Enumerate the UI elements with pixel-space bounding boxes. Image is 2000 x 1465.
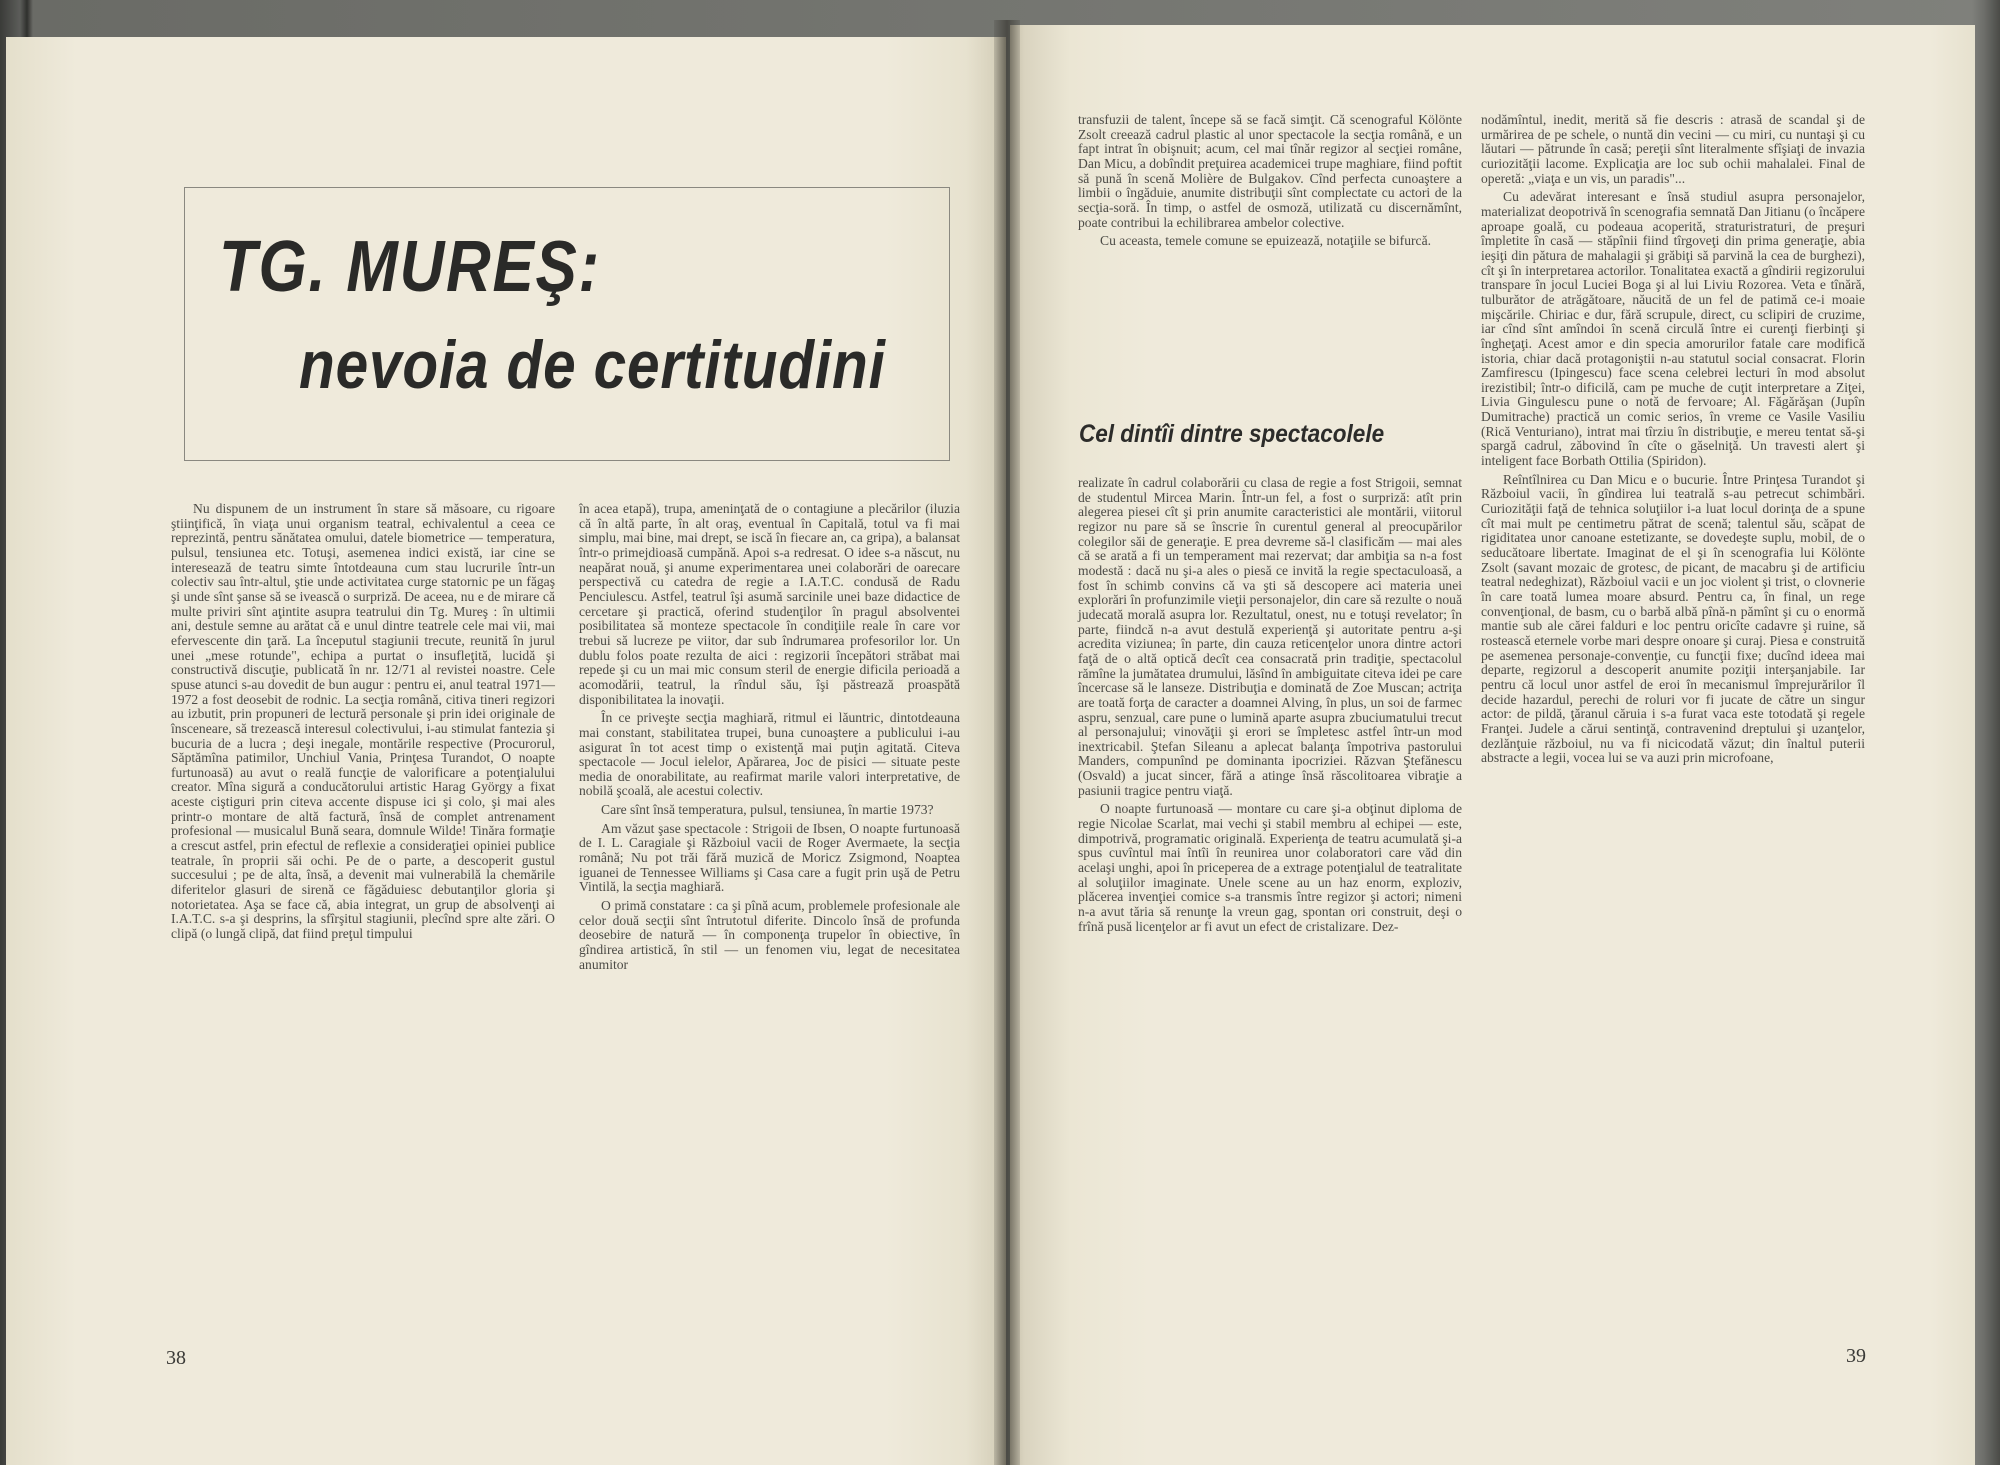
paragraph: nodămîntul, inedit, merită să fie descris : atrasă de scandal şi de urmărirea de pe schele, o nuntă din vecini — cu miri, cu nuntaşi şi cu lăutari — pătrunde în casă; pereţii sînt literalmente sfîşiaţi de invazia curiozităţii lacome. Explicaţia are loc sub ochii mahalalei. Final de operetă: „viaţa e un vis, un paradis"... bbox=[1481, 112, 1865, 186]
page-number-left: 38 bbox=[166, 1347, 186, 1369]
paragraph: O primă constatare : ca şi pînă acum, problemele profesionale ale celor două secţii sînt întrutotul diferite. Dincolo însă de profunda deosebire de natură — în componenţa trupelor în obiective, în gîndirea artistică, în stil — un fenomen viu, legat de necesitatea anumitor bbox=[579, 898, 960, 972]
paragraph: În ce priveşte secţia maghiară, ritmul ei lăuntric, dintotdeauna mai constant, stabilitatea trupei, buna cunoaştere a publicului i-au asigurat în tot acest timp o existenţă mai puţin agitată. Citeva spectacole — Jocul ielelor, Apărarea, Joc de pisici — situate peste media de onorabilitate, au reafirmat marile valori interpretative, de nobilă şcoală, ale acestui colectiv. bbox=[579, 710, 960, 799]
page-number-right: 39 bbox=[1846, 1345, 1866, 1367]
left-page bbox=[6, 37, 1006, 1465]
paragraph: Nu dispunem de un instrument în stare să măsoare, cu rigoare ştiinţifică, în viaţa unui organism teatral, echivalentul a ceea ce reprezintă, pentru sănătatea omului, datele biometrice — temperatura, pulsul, tensiunea etc. Totuşi, asemenea indici există, iar cine se interesează de teatru simte întotdeauna cum stau lucrurile într-un colectiv sau într-altul, ştie unde activitatea curge statornic pe un făgaş şi unde sînt şanse să se ivească o surpriză. De aceea, nu e de mirare că multe priviri sînt aţintite asupra teatrului din Tg. Mureş : în ultimii ani, destule semne au arătat că e unul dintre teatrele cele mai vii, mai efervescente din ţară. La începutul stagiunii trecute, reunită în jurul unei „mese rotunde", echipa a purtat o insufleţită, lucidă şi constructivă discuţie, publicată în nr. 12/71 al revistei noastre. Cele spuse atunci s-au dovedit de bun augur : pentru ei, anul teatral 1971—1972 a fost deosebit de rodnic. La secţia română, citiva tineri regizori au izbutit, prin propuneri de lectură personale şi prin idei originale de însceneare, să trezească interesul colectivului, i-au stimulat fantezia şi bucuria de a lucra ; deşi inegale, montările respective (Procurorul, Săptămîna patimilor, Unchiul Vania, Prinţesa Turandot, O noapte furtunoasă) au avut o reală funcţie de valorificare a potenţialului creator. Mîna sigură a conducătorului artistic Harag György a fixat aceste ciştiguri prin citeva accente dispuse ici şi colo, şi mai ales printr-o montare de altă factură, însă de complet antrenament profesional — musicalul Bună seara, domnule Wilde! Tinăra formaţie a crescut astfel, prin efectul de reflexie a consideraţiei opiniei publice teatrale, în proprii săi ochi. Pe de o parte, a descoperit gustul succesului ; pe de alta, însă, a devenit mai vulnerabilă la chemările diferitelor glasuri de sirenă ce făgăduiesc debutanţilor gloria şi notorietatea. Aşa se face că, abia integrat, un grup de absolvenţi ai I.A.T.C. s-a şi desprins, la sfîrşitul stagiunii, plecînd spre alte zări. O clipă (o lungă clipă, dat fiind preţul timpului bbox=[171, 501, 555, 942]
left-column-1 bbox=[171, 502, 555, 942]
section-heading: Cel dintîi dintre spectacolele bbox=[1079, 420, 1385, 448]
article-title: TG. MUREŞ: bbox=[219, 227, 601, 307]
paragraph: Reîntîlnirea cu Dan Micu e o bucurie. Între Prinţesa Turandot şi Războiul vacii, în gîndirea lui teatrală s-au petrecut schimbări. Curiozităţii faţă de tehnica soluţiilor i-a luat locul dorinţa de a spune cît mai mult pe centimetru pătrat de scenă; talentul său, scăpat de rigiditatea unor canoane estetizante, se dovedeşte suplu, mobil, de o seducătoare libertate. Imaginat de el şi în scenografia lui Kölönte Zsolt (savant mozaic de grotesc, de picant, de macabru şi de artificiu teatral nedeghizat), Războiul vacii e un joc violent şi trist, o clovnerie în care toată lumea moare absurd. Pentru ca, în final, un rege convenţional, de basm, cu o barbă albă pînă-n pămînt şi cu o enormă mantie sub ale cărei falduri e loc pentru oricîte cadavre şi ruine, să rostească eternele vorbe mari despre onoare şi curaj. Piesa e construită pe asemenea personaje-convenţie, cu funcţii fixe; ducînd ideea mai departe, regizorul a descoperit anumite poziţii interşanjabile. Iar pentru că locul unor astfel de eroi în mecanismul împrejurărilor îl decide hazardul, perechi de roluri vor fi jucate de către un singur actor: de pildă, ţăranul căruia i s-a furat vaca este totodată şi regele Franţei. Judele a cărui sentinţă, contravenind dreptului şi uzanţelor, dezlănţuie războiul, nu va fi nicicodată văzut; din înaltul puterii abstracte a legii, vocea lui se va auzi prin microfoane, bbox=[1481, 471, 1865, 766]
right-column-1 bbox=[1078, 113, 1462, 249]
paragraph: transfuzii de talent, începe să se facă simţit. Că scenograful Kölönte Zsolt creează cadrul plastic al unor spectacole la secţia română, e un fapt intrat în obişnuit; acum, cel mai tînăr regizor al secţiei române, Dan Micu, a dobîndit preţuirea academicei trupe maghiare, fiind poftit să pună în scenă Molière de Bulgakov. Cînd perfecta cunoaştere a limbii o îngăduie, anumite distribuţii sînt complectate cu actori de la secţia-soră. În timp, o astfel de osmoză, utilizată cu discernămînt, poate contribui la echilibrarea ambelor colective. bbox=[1078, 112, 1462, 230]
paragraph: Care sînt însă temperatura, pulsul, tensiunea, în martie 1973? bbox=[601, 802, 934, 818]
paragraph: Am văzut şase spectacole : Strigoii de Ibsen, O noapte furtunoasă de I. L. Caragiale şi Războiul vacii de Roger Avermaete, la secţia română; Nu pot trăi fără muzică de Moricz Zsigmond, Noaptea iguanei de Tennessee Williams şi Casa care a fugit prin uşă de Petru Vintilă, la secţia maghiară. bbox=[579, 820, 960, 895]
paragraph: Cu aceasta, temele comune se epuizează, notaţiile se bifurcă. bbox=[1100, 233, 1431, 249]
paragraph: realizate în cadrul colaborării cu clasa de regie a fost Strigoii, semnat de studentul Mircea Marin. Într-un fel, a fost o surpriză: atît prin alegerea piesei cît şi prin anumite caracteristici ale montării, viitorul regizor nu pare să se înscrie în curentul general al preocupărilor colegilor săi de generaţie. E prea devreme să-l clasificăm — mai ales că se arată a fi un temperament mai rezervat; dar ambiţia sa n-a fost modestă : dacă nu şi-a ales o piesă ce invită la regie spectaculoasă, a fost în schimb convins că va şti să descopere aci materia unei explorări în profunzimile vieţii personajelor, din care să rezulte o nouă judecată morală asupra lor. Rezultatul, onest, nu e totuşi revelator; în parte, fiindcă n-a avut destulă experienţă şi autoritate pentru a-şi acredita viziunea; în parte, din cauza reticenţelor unora dintre actori faţă de o altă optică decît cea consacrată prin tradiţie, spectacolul rămîne la jumătatea drumului, lăsînd în ambiguitate citeva idei pe care încercase să le lanseze. Distribuţia e dominată de Zoe Muscan; actriţa are toată forţa de caracter a doamnei Alving, în plus, un soi de farmec aspru, senzual, care pune o lumină aparte asupra zbuciumatului trecut al personajului; vinovăţii şi erori se împletesc astfel într-un mod inextricabil. Ştefan Sileanu a aplecat balanţa împotriva pastorului Manders, compunînd pe dominanta ipocriziei. Răzvan Ştefănescu (Osvald) a jucat sincer, fără a atinge însă răscolitoarea vibraţie a pasiunii tragice pentru viaţă. bbox=[1078, 475, 1462, 798]
paragraph: Cu adevărat interesant e însă studiul asupra personajelor, materializat deopotrivă în scenografia semnată Dan Jitianu (o încăpere aproape goală, cu podeaua acoperită, straturistraturi, de preşuri împletite în casă — stăpînii fiind tîrgoveţi din prima generaţie, abia ieşiţi din pătura de mahalagii şi grăbiţi să parvină la cea de burghezi), cît şi în interpretarea actorilor. Tonalitatea exactă a gîndirii regizorului transpare în jocul Luciei Boga şi al lui Liviu Rozorea. Veta e tînără, tulburător de atrăgătoare, năucită de un fel de patimă ce-i moaie mişcările. Chiriac e dur, fără scrupule, direct, cu sclipiri de cruzime, iar cînd sînt amîndoi în scenă circulă între ei curenţi fierbinţi şi îngheţaţi. Acest amor e din specia amorurilor fatale care modifică istoria, chiar dacă protagoniştii n-au statutul social consacrat. Florin Zamfirescu (Ipingescu) face scena celebrei lecturi în mod absolut irezistibil; într-o dificilă, cam pe muche de cuţit interpretare a Ziţei, Livia Gingulescu pune o notă de fervoare; Al. Făgărăşan (Jupîn Dumitrache) practică un comic serios, în vreme ce Vasile Vasiliu (Rică Venturiano), intrat mai tîrziu în distribuţie, e mereu tentat să-şi spargă cadrul, zăbovind în cîte o găselniţă. Un travesti alert şi inteligent face Borbath Ottilia (Spiridon). bbox=[1481, 189, 1865, 469]
paragraph: O noapte furtunoasă — montare cu care şi-a obţinut diploma de regie Nicolae Scarlat, mai vechi şi stabil membru al echipei — este, dimpotrivă, programatic originală. Experienţa de teatru acumulată şi-a spus cuvîntul mai întîi în reunirea unor colaboratori care văd din acelaşi unghi, apoi în priceperea de a extrage potenţialul de teatralitate al soluţiilor imaginate. Unele scene au un haz enorm, exploziv, plăcerea invenţiei comice s-a transmis între regizor şi actori; nimeni n-a avut tăria să renunţe la vreun gag, spontan ori construit, deşi o frînă pusă licenţelor ar fi avut un efect de cristalizare. Dez- bbox=[1078, 801, 1462, 934]
paragraph: în acea etapă), trupa, ameninţată de o contagiune a plecărilor (iluzia că în altă parte, în alt oraş, eventual în Capitală, totul va fi mai simplu, mai bine, mai drept, se iscă în fiecare an, ca gripa), a balansat într-o primejdioasă cumpănă. Apoi s-a redresat. O idee s-a născut, nu neapărat nouă, şi anume experimentarea unei colaborări de oarecare perspectivă cu catedra de regie a I.A.T.C. condusă de Radu Penciulescu. Astfel, teatrul îşi asumă sarcinile unei baze didactice de cercetare şi practică, oferind studenţilor în pragul absolventei posibilitatea să monteze spectacole în condiţiile reale în care vor trebui să lucreze pe viitor, dar sub îndrumarea profesorilor lor. Un dublu folos poate rezulta de aici : regizorii începători străbat mai repede şi cu un mai mic consum steril de energie dificila perioadă a acomodării, teatrul, la rîndul său, îşi păstrează proaspătă disponibilitatea la inovaţii. bbox=[579, 501, 960, 707]
article-subtitle: nevoia de certitudini bbox=[299, 327, 886, 403]
right-column-2 bbox=[1481, 113, 1865, 766]
article-title-box bbox=[184, 187, 950, 461]
right-page bbox=[1010, 25, 1975, 1465]
right-column-1-continued bbox=[1078, 476, 1462, 934]
book-gutter bbox=[994, 20, 1020, 1465]
left-column-2 bbox=[579, 502, 960, 972]
